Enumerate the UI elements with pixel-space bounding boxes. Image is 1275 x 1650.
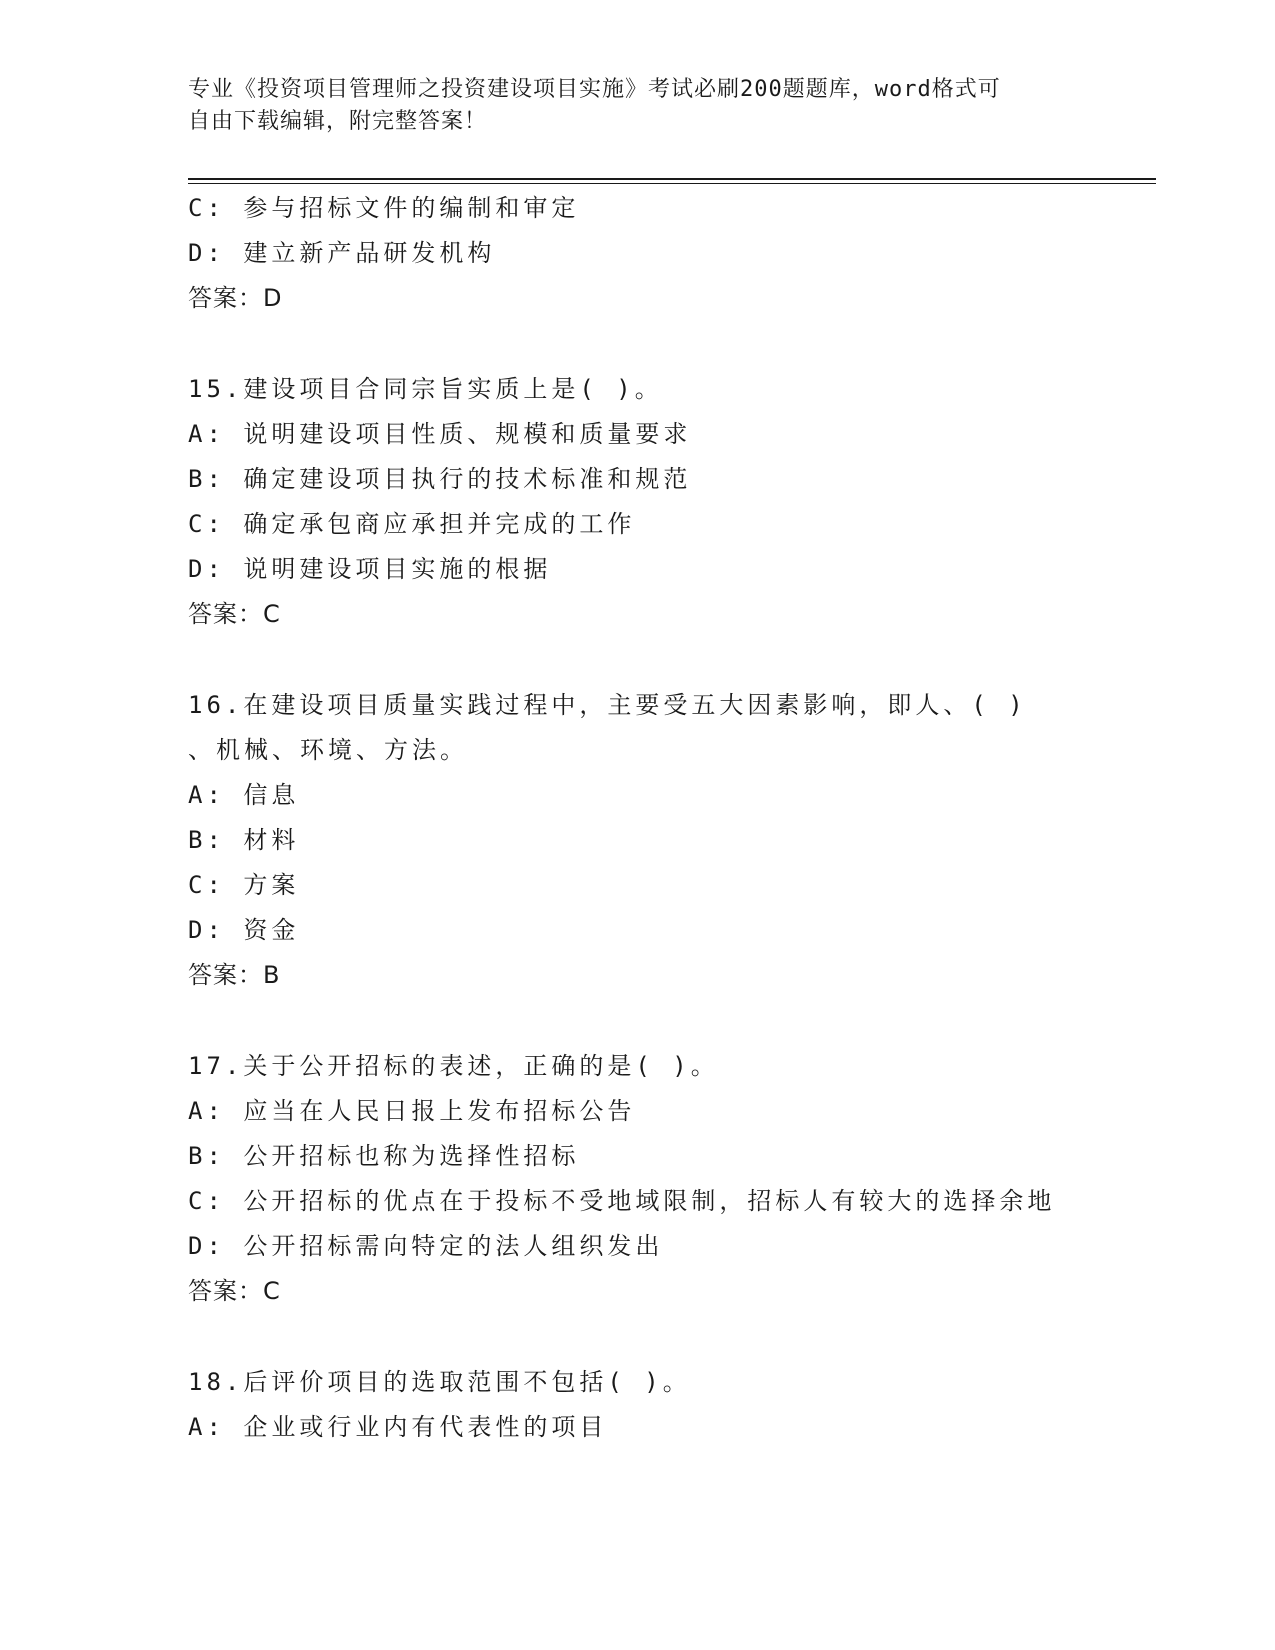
q16-question-line-2: 、机械、环境、方法。 xyxy=(188,736,468,764)
q17-answer: 答案：C xyxy=(188,1277,281,1305)
q15-option-d: D: 说明建设项目实施的根据 xyxy=(188,555,552,583)
header-title-line-1: 专业《投资项目管理师之投资建设项目实施》考试必刷200题题库，word格式可 xyxy=(188,77,1001,102)
q16-option-b: B: 材料 xyxy=(188,826,300,854)
q16-option-a: A: 信息 xyxy=(188,781,300,809)
q16-option-c: C: 方案 xyxy=(188,871,300,899)
q15-answer: 答案：C xyxy=(188,600,281,628)
header-divider-thin xyxy=(188,183,1156,184)
q14-option-c: C: 参与招标文件的编制和审定 xyxy=(188,194,580,222)
q18-option-a: A: 企业或行业内有代表性的项目 xyxy=(188,1413,608,1441)
header-divider-thick xyxy=(188,178,1156,180)
q17-option-a: A: 应当在人民日报上发布招标公告 xyxy=(188,1097,636,1125)
q14-option-d: D: 建立新产品研发机构 xyxy=(188,239,496,267)
q16-question-line-1: 16.在建设项目质量实践过程中，主要受五大因素影响，即人、( ) xyxy=(188,691,1027,719)
q17-option-d: D: 公开招标需向特定的法人组织发出 xyxy=(188,1232,664,1260)
document-header xyxy=(188,74,1068,138)
q15-option-b: B: 确定建设项目执行的技术标准和规范 xyxy=(188,465,692,493)
header-title-line-2: 自由下载编辑，附完整答案！ xyxy=(188,109,488,134)
q17-option-b: B: 公开招标也称为选择性招标 xyxy=(188,1142,580,1170)
q15-question: 15.建设项目合同宗旨实质上是( )。 xyxy=(188,375,663,403)
q17-question: 17.关于公开招标的表述，正确的是( )。 xyxy=(188,1052,719,1080)
q16-option-d: D: 资金 xyxy=(188,916,300,944)
q15-option-c: C: 确定承包商应承担并完成的工作 xyxy=(188,510,636,538)
q16-answer: 答案：B xyxy=(188,961,281,989)
q17-option-c: C: 公开招标的优点在于投标不受地域限制，招标人有较大的选择余地 xyxy=(188,1187,1056,1215)
q15-option-a: A: 说明建设项目性质、规模和质量要求 xyxy=(188,420,692,448)
q14-answer: 答案：D xyxy=(188,284,283,312)
q18-question: 18.后评价项目的选取范围不包括( )。 xyxy=(188,1368,691,1396)
